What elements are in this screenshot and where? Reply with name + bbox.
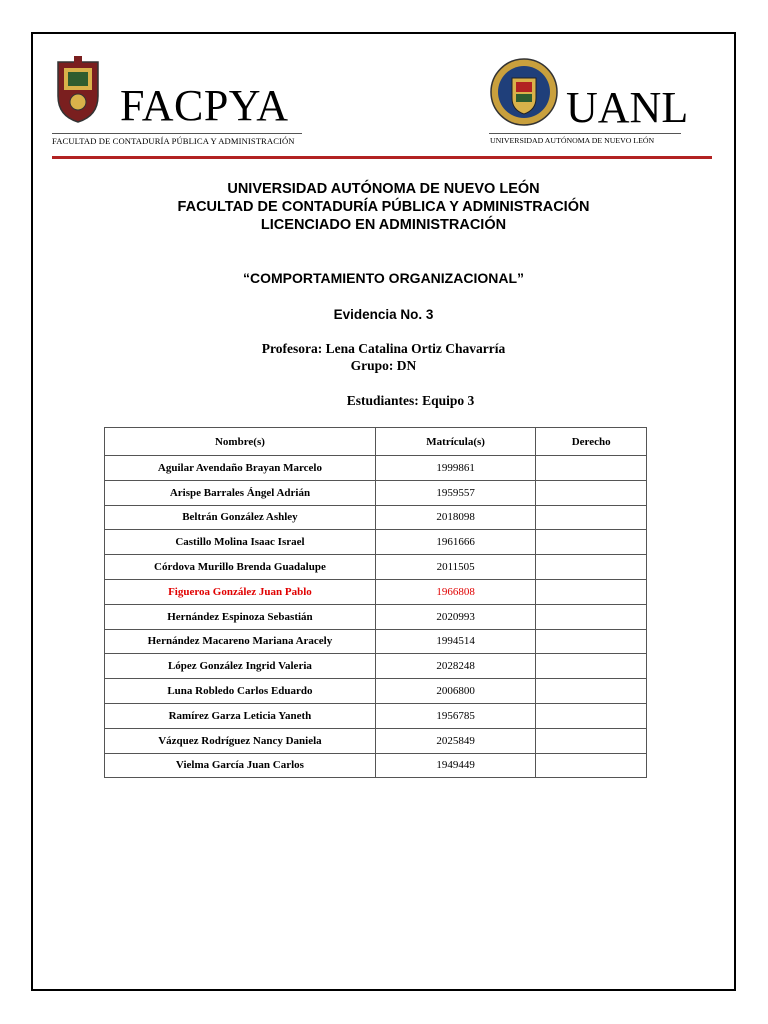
student-name: Figueroa González Juan Pablo (105, 579, 376, 604)
uanl-logo (488, 56, 689, 148)
university-name: UNIVERSIDAD AUTÓNOMA DE NUEVO LEÓN (227, 181, 540, 197)
course-title: “COMPORTAMIENTO ORGANIZACIONAL” (242, 270, 525, 286)
student-name: Ramírez Garza Leticia Yaneth (105, 703, 376, 728)
student-id: 1966808 (375, 579, 535, 604)
student-id: 1949449 (375, 753, 535, 778)
table-row (105, 728, 647, 753)
student-name: López González Ingrid Valeria (105, 654, 376, 679)
table-row-highlighted (105, 579, 647, 604)
group-name: Grupo: DN (350, 358, 417, 373)
table-row (105, 530, 647, 555)
student-right (536, 629, 647, 654)
facpya-brand: FACPYA (120, 81, 289, 130)
table-row (105, 505, 647, 530)
student-id: 1994514 (375, 629, 535, 654)
student-id: 1999861 (375, 456, 535, 481)
uanl-tagline: UNIVERSIDAD AUTÓNOMA DE NUEVO LEÓN (490, 136, 655, 145)
uanl-seal-icon (490, 56, 558, 128)
uanl-brand: UANL (566, 83, 689, 132)
students-label: Estudiantes: Equipo 3 (346, 393, 475, 408)
student-right (536, 530, 647, 555)
student-right (536, 456, 647, 481)
student-right (536, 753, 647, 778)
table-row (105, 555, 647, 580)
student-name: Beltrán González Ashley (105, 505, 376, 530)
student-name: Luna Robledo Carlos Eduardo (105, 679, 376, 704)
header-name: Nombre(s) (105, 428, 376, 456)
student-id: 1961666 (375, 530, 535, 555)
facpya-tagline: FACULTAD DE CONTADURÍA PÚBLICA Y ADMINISTRACIÓN (52, 136, 295, 146)
student-name: Arispe Barrales Ángel Adrián (105, 480, 376, 505)
student-name: Hernández Macareno Mariana Aracely (105, 629, 376, 654)
student-right (536, 654, 647, 679)
student-right (536, 480, 647, 505)
student-name: Hernández Espinoza Sebastián (105, 604, 376, 629)
student-id: 2018098 (375, 505, 535, 530)
table-header-row (105, 428, 647, 456)
student-right (536, 579, 647, 604)
student-right (536, 505, 647, 530)
student-right (536, 604, 647, 629)
table-row (105, 629, 647, 654)
header-id: Matrícula(s) (375, 428, 535, 456)
table-row (105, 753, 647, 778)
student-id: 2025849 (375, 728, 535, 753)
facpya-rule (52, 133, 302, 134)
student-right (536, 679, 647, 704)
student-name: Castillo Molina Isaac Israel (105, 530, 376, 555)
student-id: 1959557 (375, 480, 535, 505)
student-right (536, 728, 647, 753)
student-right (536, 555, 647, 580)
faculty-name: FACULTAD DE CONTADURÍA PÚBLICA Y ADMINISTRACIÓN (177, 199, 590, 215)
table-row (105, 654, 647, 679)
student-id: 2028248 (375, 654, 535, 679)
institution-heading (33, 180, 734, 234)
header-right: Derecho (536, 428, 647, 456)
teacher-name: Profesora: Lena Catalina Ortiz Chavarría (261, 341, 506, 356)
table-row (105, 456, 647, 481)
student-name: Aguilar Avendaño Brayan Marcelo (105, 456, 376, 481)
facpya-logo (52, 56, 307, 148)
degree-name: LICENCIADO EN ADMINISTRACIÓN (260, 217, 507, 233)
evidence-number: Evidencia No. 3 (333, 307, 434, 322)
student-name: Vielma García Juan Carlos (105, 753, 376, 778)
student-id: 2020993 (375, 604, 535, 629)
student-right (536, 703, 647, 728)
uanl-rule (489, 133, 681, 134)
student-name: Vázquez Rodríguez Nancy Daniela (105, 728, 376, 753)
table-row (105, 679, 647, 704)
students-table (104, 427, 647, 778)
student-name: Córdova Murillo Brenda Guadalupe (105, 555, 376, 580)
student-id: 1956785 (375, 703, 535, 728)
student-id: 2006800 (375, 679, 535, 704)
header-divider (52, 156, 712, 159)
table-row (105, 604, 647, 629)
facpya-crest-icon (54, 56, 102, 124)
table-row (105, 703, 647, 728)
table-row (105, 480, 647, 505)
student-id: 2011505 (375, 555, 535, 580)
